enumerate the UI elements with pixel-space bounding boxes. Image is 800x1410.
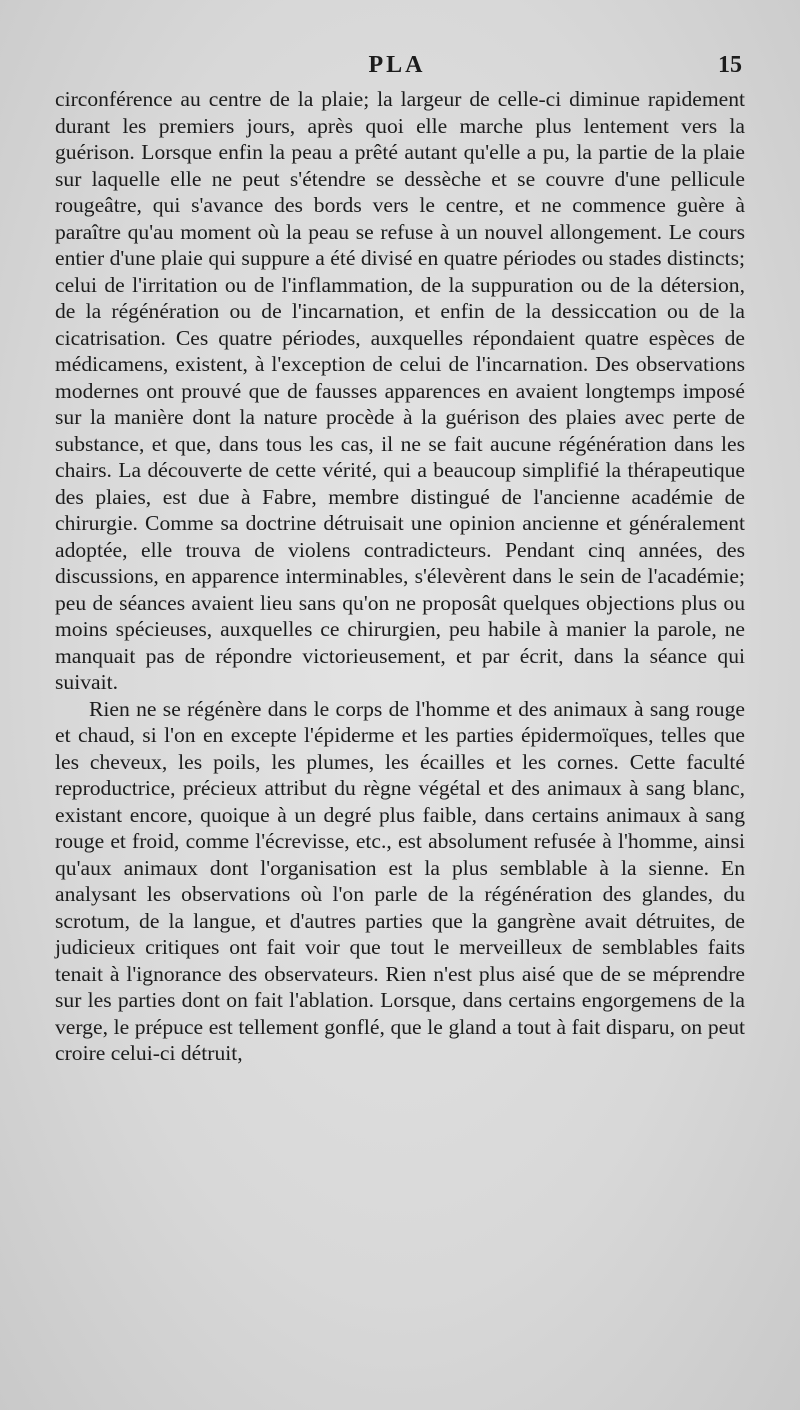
paragraph-regeneration: Rien ne se régénère dans le corps de l'homme et des animaux à sang rouge et chaud, si l'on en excepte l'épiderme et les parties épidermoïques, telles que les cheveux, les poils, les plumes, les écailles et les cornes. Cette faculté reproductrice, précieux attribut du règne végétal et des animaux à sang blanc, existant encore, quoique à un degré plus faible, dans certains animaux à sang rouge et froid, comme l'écrevisse, etc., est absolument refusée à l'homme, ainsi qu'aux animaux dont l'organisation est la plus semblable à la sienne. En analysant les observations où l'on parle de la régénération des glandes, du scrotum, de la langue, et d'autres parties que la gangrène avait détruites, de judicieux critiques ont fait voir que tout le merveilleux de semblables faits tenait à l'ignorance des observateurs. Rien n'est plus aisé que de se méprendre sur les parties dont on fait l'ablation. Lorsque, dans certains engorgemens de la verge, le prépuce est tellement gonflé, que le gland a tout à fait disparu, on peut croire celui-ci détruit, [55,696,745,1065]
body-text [55,86,745,1067]
page-number: 15 [718,52,742,78]
page-header [52,52,742,86]
paragraph-continuation: circonférence au centre de la plaie; la largeur de celle-ci diminue rapidement durant les premiers jours, après quoi elle marche plus lentement vers la guérison. Lorsque enfin la peau a prêté autant qu'elle a pu, la partie de la plaie sur laquelle elle ne peut s'étendre se dessèche et se couvre d'une pellicule rougeâtre, qui s'avance des bords vers le centre, et ne commence guère à paraître qu'au moment où la peau se refuse à un nouvel allongement. Le cours entier d'une plaie qui suppure a été divisé en quatre périodes ou stades distincts; celui de l'irritation ou de l'inflammation, de la suppuration ou de la détersion, de la régénération ou de l'incarnation, et enfin de la dessiccation ou de la cicatrisation. Ces quatre périodes, auxquelles répondaient quatre espèces de médicamens, existent, à l'exception de celui de l'incarnation. Des observations modernes ont prouvé que de fausses apparences en avaient longtemps imposé sur la manière dont la nature procède à la guérison des plaies avec perte de substance, et que, dans tous les cas, il ne se fait aucune régénération dans les chairs. La découverte de cette vérité, qui a beaucoup simplifié la thérapeutique des plaies, est due à Fabre, membre distingué de l'ancienne académie de chirurgie. Comme sa doctrine détruisait une opinion ancienne et généralement adoptée, elle trouva de violens contradicteurs. Pendant cinq années, des discussions, en apparence interminables, s'élevèrent dans le sein de l'académie; peu de séances avaient lieu sans qu'on ne proposât quelques objections plus ou moins spécieuses, auxquelles ce chirurgien, peu habile à manier la parole, ne manquait pas de répondre victorieusement, et par écrit, dans la séance qui suivait. [55,87,745,694]
running-head: PLA [368,52,426,78]
